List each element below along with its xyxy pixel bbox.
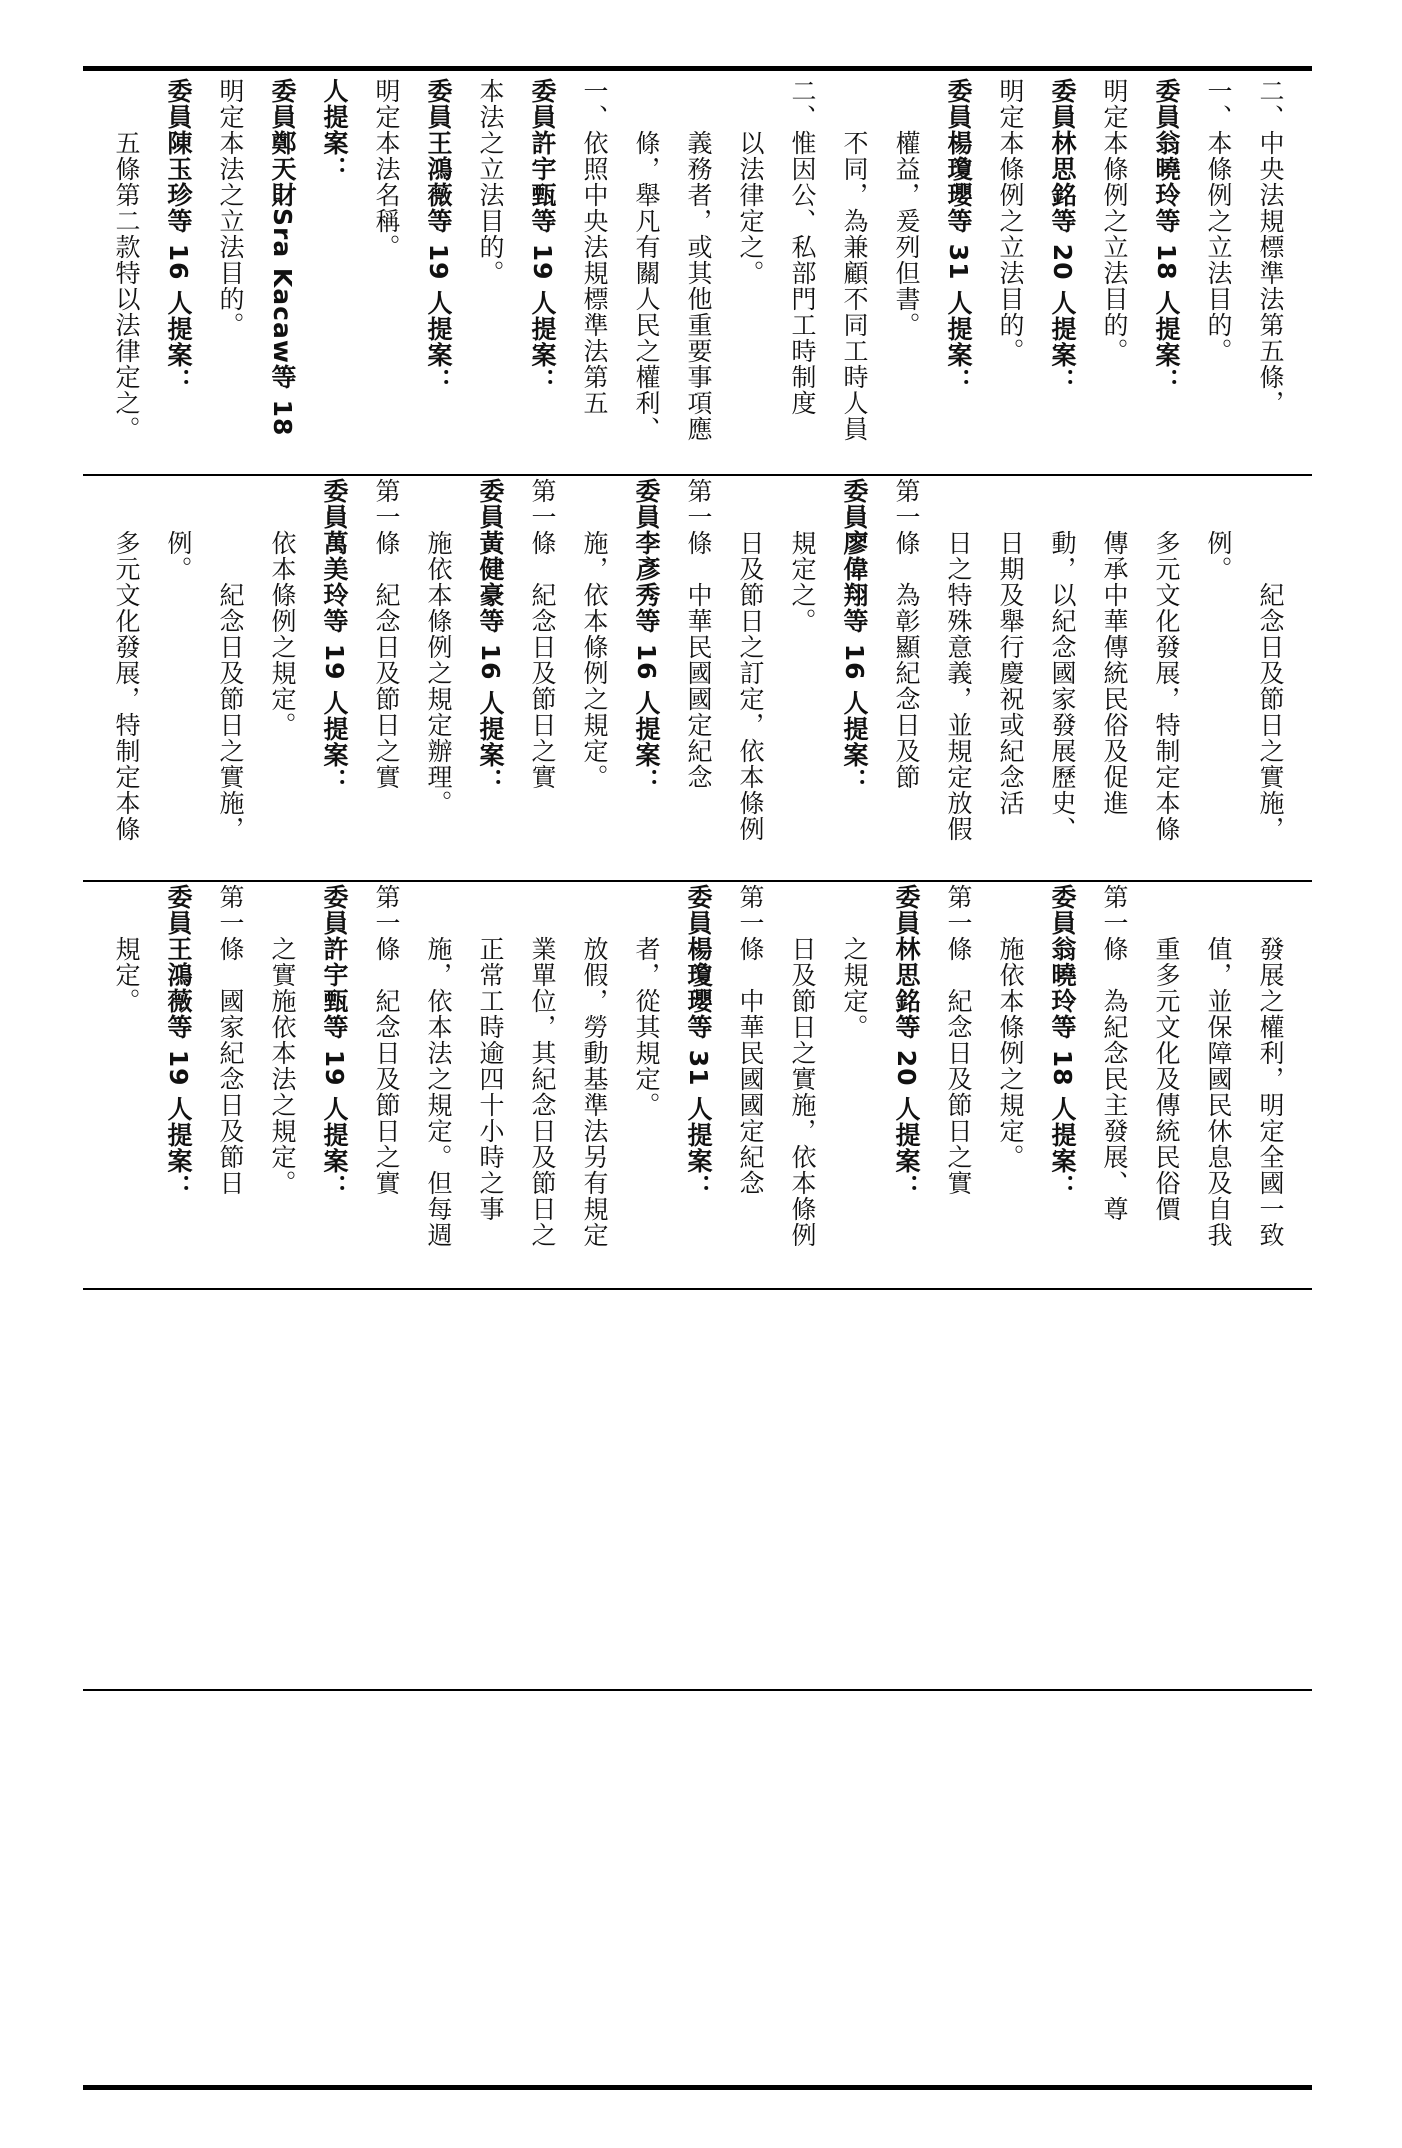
article-line: 第一條 為彰顯紀念日及節: [892, 478, 921, 790]
bottom-rule: [83, 2085, 1312, 2090]
text-line: 多元文化發展，特制定本條: [1152, 530, 1181, 842]
proposer-heading: 人提案：: [320, 78, 349, 182]
article-line: 第一條 國家紀念日及節日: [216, 884, 245, 1196]
text-line: 以法律定之。: [736, 130, 765, 286]
proposer-heading: 委員王鴻薇等 19 人提案：: [164, 884, 193, 1201]
article-line: 第一條 紀念日及節日之實: [372, 884, 401, 1196]
text-line: 日及節日之訂定，依本條例: [736, 530, 765, 842]
text-line: 本法之立法目的。: [476, 78, 505, 286]
text-line: 例。: [164, 530, 193, 582]
text-line: 不同，為兼顧不同工時人員: [840, 130, 869, 442]
proposer-heading: 委員陳玉珍等 16 人提案：: [164, 78, 193, 395]
article-line: 第一條 紀念日及節日之實: [372, 478, 401, 790]
text-line: 重多元文化及傳統民俗價: [1152, 936, 1181, 1222]
proposer-heading: 委員林思銘等 20 人提案：: [1048, 78, 1077, 395]
text-line: 五條第二款特以法律定之。: [112, 130, 141, 442]
proposer-heading: 委員鄭天財Sra Kacaw等 18: [268, 78, 297, 437]
text-line: 例。: [1204, 530, 1233, 582]
text-line: 一、本條例之立法目的。: [1204, 78, 1233, 364]
text-line: 日之特殊意義，並規定放假: [944, 530, 973, 842]
text-line: 權益，爰列但書。: [892, 130, 921, 338]
text-line: 傳承中華傳統民俗及促進: [1100, 530, 1129, 816]
text-line: 明定本條例之立法目的。: [1100, 78, 1129, 364]
proposer-heading: 委員廖偉翔等 16 人提案：: [840, 478, 869, 795]
text-line: 紀念日及節日之實施，: [216, 582, 245, 842]
text-line: 依本條例之規定。: [268, 530, 297, 738]
proposer-heading: 委員楊瓊瓔等 31 人提案：: [944, 78, 973, 395]
proposer-heading: 委員楊瓊瓔等 31 人提案：: [684, 884, 713, 1201]
text-line: 施依本條例之規定。: [996, 936, 1025, 1170]
text-line: 二、惟因公、私部門工時制度: [788, 78, 817, 416]
proposer-heading: 委員翁曉玲等 18 人提案：: [1152, 78, 1181, 395]
footer-rule: [83, 1689, 1312, 1691]
article-line: 第一條 紀念日及節日之實: [528, 478, 557, 790]
column-divider: [83, 474, 1312, 476]
text-line: 動，以紀念國家發展歷史、: [1048, 530, 1077, 842]
current-law-column: [100, 478, 1300, 876]
text-line: 放假，勞動基準法另有規定: [580, 936, 609, 1248]
proposer-heading: 委員萬美玲等 19 人提案：: [320, 478, 349, 795]
text-line: 施依本條例之規定辦理。: [424, 530, 453, 816]
article-line: 第一條 中華民國國定紀念: [684, 478, 713, 790]
text-line: 明定本條例之立法目的。: [996, 78, 1025, 364]
proposer-heading: 委員林思銘等 20 人提案：: [892, 884, 921, 1201]
text-line: 規定之。: [788, 530, 817, 634]
text-line: 條，舉凡有關人民之權利、: [632, 130, 661, 442]
top-rule: [83, 66, 1312, 71]
proposer-heading: 委員翁曉玲等 18 人提案：: [1048, 884, 1077, 1201]
text-line: 施，依本條例之規定。: [580, 530, 609, 790]
text-line: 義務者，或其他重要事項應: [684, 130, 713, 442]
table-bottom-rule: [83, 1288, 1312, 1290]
article-line: 第一條 紀念日及節日之實: [944, 884, 973, 1196]
text-line: 明定本法名稱。: [372, 78, 401, 260]
proposer-heading: 委員許宇甄等 19 人提案：: [320, 884, 349, 1201]
text-line: 日期及舉行慶祝或紀念活: [996, 530, 1025, 816]
text-line: 業單位，其紀念日及節日之: [528, 936, 557, 1248]
explanation-column: [100, 78, 1300, 470]
text-line: 之實施依本法之規定。: [268, 936, 297, 1196]
text-line: 正常工時逾四十小時之事: [476, 936, 505, 1222]
text-line: 之規定。: [840, 936, 869, 1040]
proposer-heading: 委員黃健豪等 16 人提案：: [476, 478, 505, 795]
text-line: 多元文化發展，特制定本條: [112, 530, 141, 842]
proposer-heading: 委員王鴻薇等 19 人提案：: [424, 78, 453, 395]
proposer-heading: 委員許宇甄等 19 人提案：: [528, 78, 557, 395]
article-line: 第一條 中華民國國定紀念: [736, 884, 765, 1196]
text-line: 者，從其規定。: [632, 936, 661, 1118]
text-line: 施，依本法之規定。但每週: [424, 936, 453, 1248]
text-line: 二、中央法規標準法第五條，: [1256, 78, 1285, 416]
text-line: 值，並保障國民休息及自我: [1204, 936, 1233, 1248]
text-line: 紀念日及節日之實施，: [1256, 582, 1285, 842]
column-divider: [83, 880, 1312, 882]
text-line: 規定。: [112, 936, 141, 1014]
text-line: 日及節日之實施，依本條例: [788, 936, 817, 1248]
article-line: 第一條 為紀念民主發展、尊: [1100, 884, 1129, 1222]
text-line: 明定本法之立法目的。: [216, 78, 245, 338]
proposer-heading: 委員李彥秀等 16 人提案：: [632, 478, 661, 795]
text-line: 發展之權利，明定全國一致: [1256, 936, 1285, 1248]
proposed-text-column: [100, 884, 1300, 1284]
text-line: 一、依照中央法規標準法第五: [580, 78, 609, 416]
